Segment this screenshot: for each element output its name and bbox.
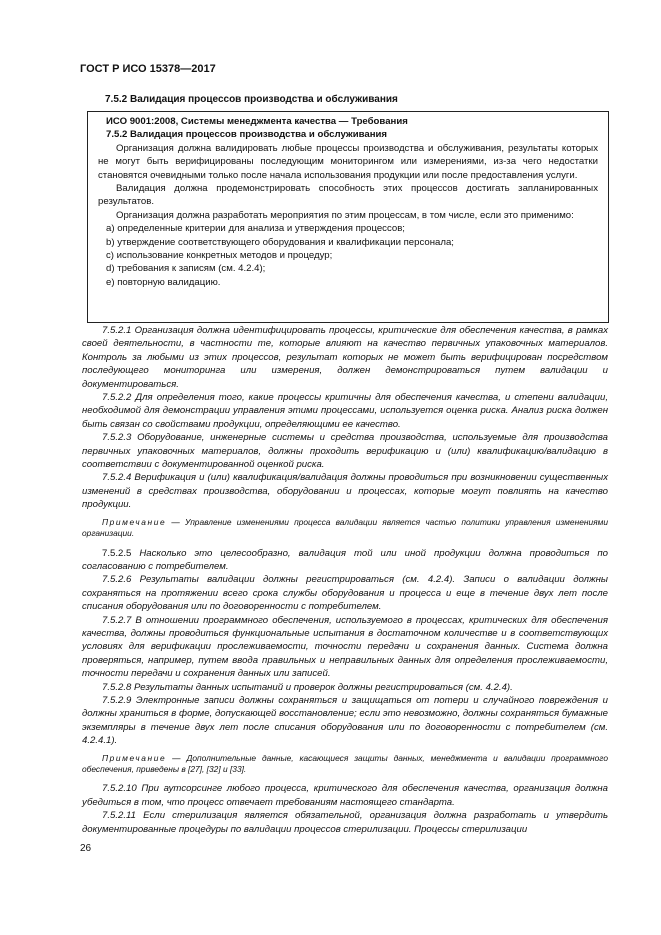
paragraph-7-5-2-6: 7.5.2.6 Результаты валидации должны регистрироваться (см. 4.2.4). Записи о валидации должны сохраняться на протяжении всего срока службы оборудования и процесса и еще в течение двух лет после списания оборудования или по договоренности с потребителем.	[82, 574, 608, 613]
paragraph-7-5-2-11: 7.5.2.11 Если стерилизация является обязательной, организация должна разработать и утвердить документированные процедуры по валидации процессов стерилизации. Процессы стерилизации	[82, 810, 608, 835]
note-text: — Дополнительные данные, касающиеся защиты данных, менеджмента и валидации программного обеспечения, приведены в [27], [32] и [33].	[82, 752, 608, 774]
paragraph-7-5-2-4: 7.5.2.4 Верификация и (или) квалификация/валидация должны проводиться при возникновении существенных изменений в средствах производства, оборудовании и процессах, которые могут повлиять на качество продукции.	[82, 472, 608, 511]
main-text	[82, 324, 608, 836]
paragraph-7-5-2-1: 7.5.2.1 Организация должна идентифицировать процессы, критические для обеспечения качества, в рамках своей деятельности, в частности те, которые влияют на качество первичных упаковочных материалов. Контроль за любыми из этих процессов, результат которых не может быть верифицирован посредством последующего мониторинга или измерения, должен демонстрироваться путем валидации и документироваться.	[82, 325, 608, 390]
paragraph-7-5-2-7: 7.5.2.7 В отношении программного обеспечения, используемого в процессах, критических для обеспечения качества, должны проводиться функциональные испытания в достаточном количестве и в соответствующих условиях для верификации прослеживаемости, точности передачи и сохранения данных. Система должна проверяться, например, путем ввода правильных и неправильных данных для определения прослеживаемости, точности передачи и сохранения данных или записей.	[82, 614, 608, 680]
note-label: Примечание	[102, 752, 167, 763]
box-heading-standard: ИСО 9001:2008, Системы менеджмента качества — Требования	[106, 116, 408, 127]
paragraph-7-5-2-8: 7.5.2.8 Результаты данных испытаний и проверок должны регистрироваться (см. 4.2.4).	[102, 681, 513, 693]
note-change-management	[82, 517, 608, 540]
iso-quote-box	[87, 111, 609, 323]
page-number: 26	[80, 843, 92, 854]
box-paragraph: Валидация должна продемонстрировать способность этих процессов достигать запланированных результатов.	[98, 183, 598, 208]
box-list-item: с) использование конкретных методов и процедур;	[106, 250, 333, 262]
paragraph-number: 7.5.2.5	[102, 547, 132, 559]
paragraph-text: Насколько это целесообразно, валидация той или иной продукции должна проводиться по согласованию с потребителем.	[82, 547, 608, 572]
box-list-item: а) определенные критерии для анализа и утверждения процессов;	[106, 223, 405, 235]
paragraph-7-5-2-5	[82, 547, 608, 574]
note-data-protection	[82, 753, 608, 776]
section-title: 7.5.2 Валидация процессов производства и обслуживания	[105, 94, 398, 105]
paragraph-7-5-2-9: 7.5.2.9 Электронные записи должны сохраняться и защищаться от потери и случайного повреждения и должны храниться в форме, допускающей восстановление; если это невозможно, должны сохраняться бумажные экземпляры в течение двух лет после списания оборудования или по договоренности с потребителем (см. 4.2.4.1).	[82, 694, 608, 747]
paragraph-7-5-2-2: 7.5.2.2 Для определения того, какие процессы критичны для обеспечения качества, и степени валидации, необходимой для демонстрации управления этими процессами, используется оценка риска. Анализ риска должен быть связан со свойствами продукции, определяющими ее качество.	[82, 392, 608, 430]
box-list-item: b) утверждение соответствующего оборудования и квалификации персонала;	[106, 236, 454, 248]
box-paragraph: Организация должна разработать мероприятия по этим процессам, в том числе, если это применимо:	[116, 209, 574, 221]
box-paragraph: Организация должна валидировать любые процессы производства и обслуживания, результаты которых не могут быть верифицированы последующим мониторингом или измерениями, из-за чего недостатки становятся очевидными только после начала использования продукции или после предоставления услуги.	[98, 142, 598, 181]
paragraph-7-5-2-10: 7.5.2.10 При аутсорсинге любого процесса, критического для обеспечения качества, организация должна убедиться в том, что процесс отвечает требованиям настоящего стандарта.	[82, 783, 608, 808]
paragraph-7-5-2-3: 7.5.2.3 Оборудование, инженерные системы и средства производства, используемые для производства первичных упаковочных материалов, должны проходить верификацию и (или) квалификацию/валидацию в соответствии с документированной оценкой риска.	[82, 432, 608, 471]
box-heading-section: 7.5.2 Валидация процессов производства и обслуживания	[106, 129, 387, 141]
box-list-item: d) требования к записям (см. 4.2.4);	[106, 263, 266, 275]
document-header: ГОСТ Р ИСО 15378—2017	[80, 63, 216, 75]
note-text: — Управление изменениями процесса валидации является частью политики управления изменениями организации.	[82, 516, 608, 539]
box-list-item: е) повторную валидацию.	[106, 276, 221, 288]
note-label: Примечание	[102, 516, 167, 527]
